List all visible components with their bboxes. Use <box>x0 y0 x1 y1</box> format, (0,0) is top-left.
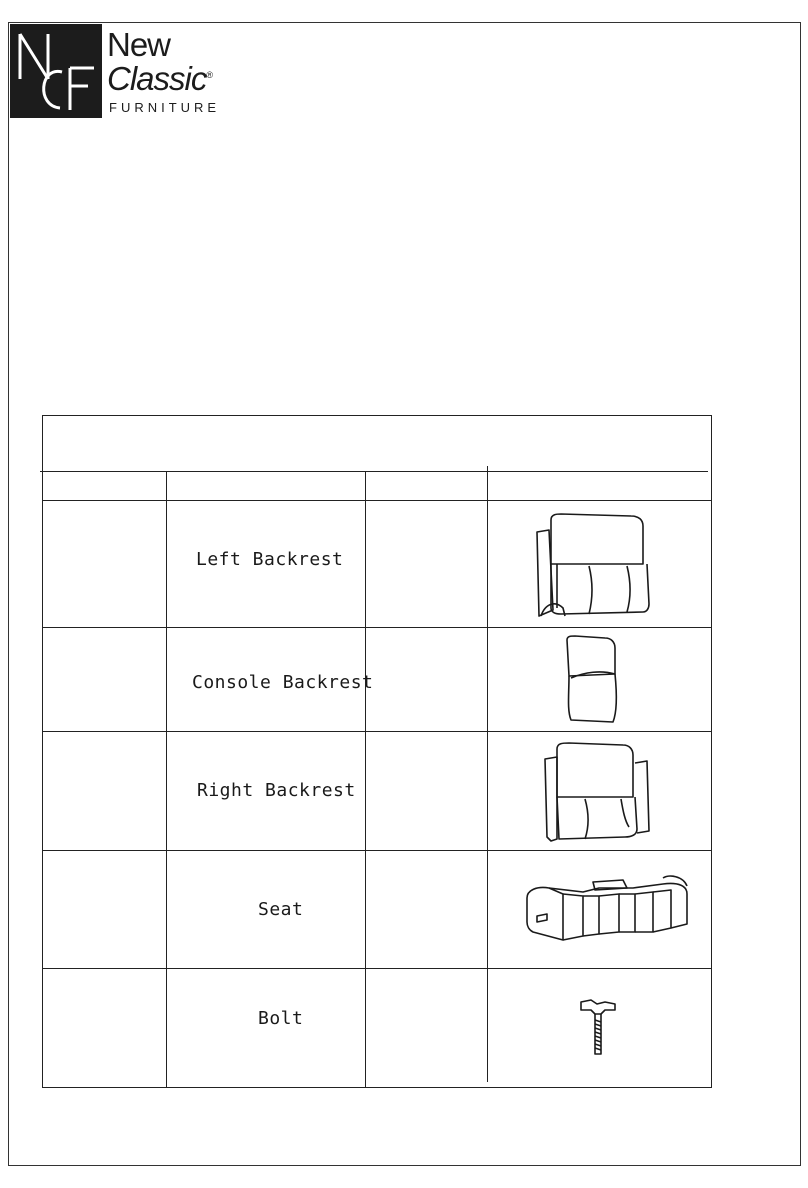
logo-text-furniture: FURNITURE <box>109 100 221 115</box>
row-divider <box>43 850 711 851</box>
new-classic-furniture-logo <box>10 24 226 120</box>
part-name-right-backrest: Right Backrest <box>197 780 356 801</box>
part-name-bolt: Bolt <box>258 1008 304 1029</box>
column-divider <box>365 471 366 1087</box>
column-divider <box>487 466 488 1082</box>
logo-text-new: New <box>107 26 171 63</box>
part-name-console-backrest: Console Backrest <box>192 672 374 693</box>
bolt-icon <box>577 996 621 1058</box>
part-name-left-backrest: Left Backrest <box>196 549 344 570</box>
logo-text-classic: Classic® <box>107 60 212 97</box>
row-divider <box>43 627 711 628</box>
console-backrest-icon <box>561 634 621 726</box>
table-title-divider <box>40 471 708 472</box>
table-header-divider <box>43 500 711 501</box>
row-divider <box>43 731 711 732</box>
left-backrest-icon <box>531 512 651 622</box>
part-name-seat: Seat <box>258 899 304 920</box>
parts-table <box>42 415 712 1088</box>
right-backrest-icon <box>537 741 655 845</box>
column-divider <box>166 471 167 1087</box>
ncf-monogram <box>10 24 102 118</box>
seat-icon <box>523 866 693 946</box>
row-divider <box>43 968 711 969</box>
